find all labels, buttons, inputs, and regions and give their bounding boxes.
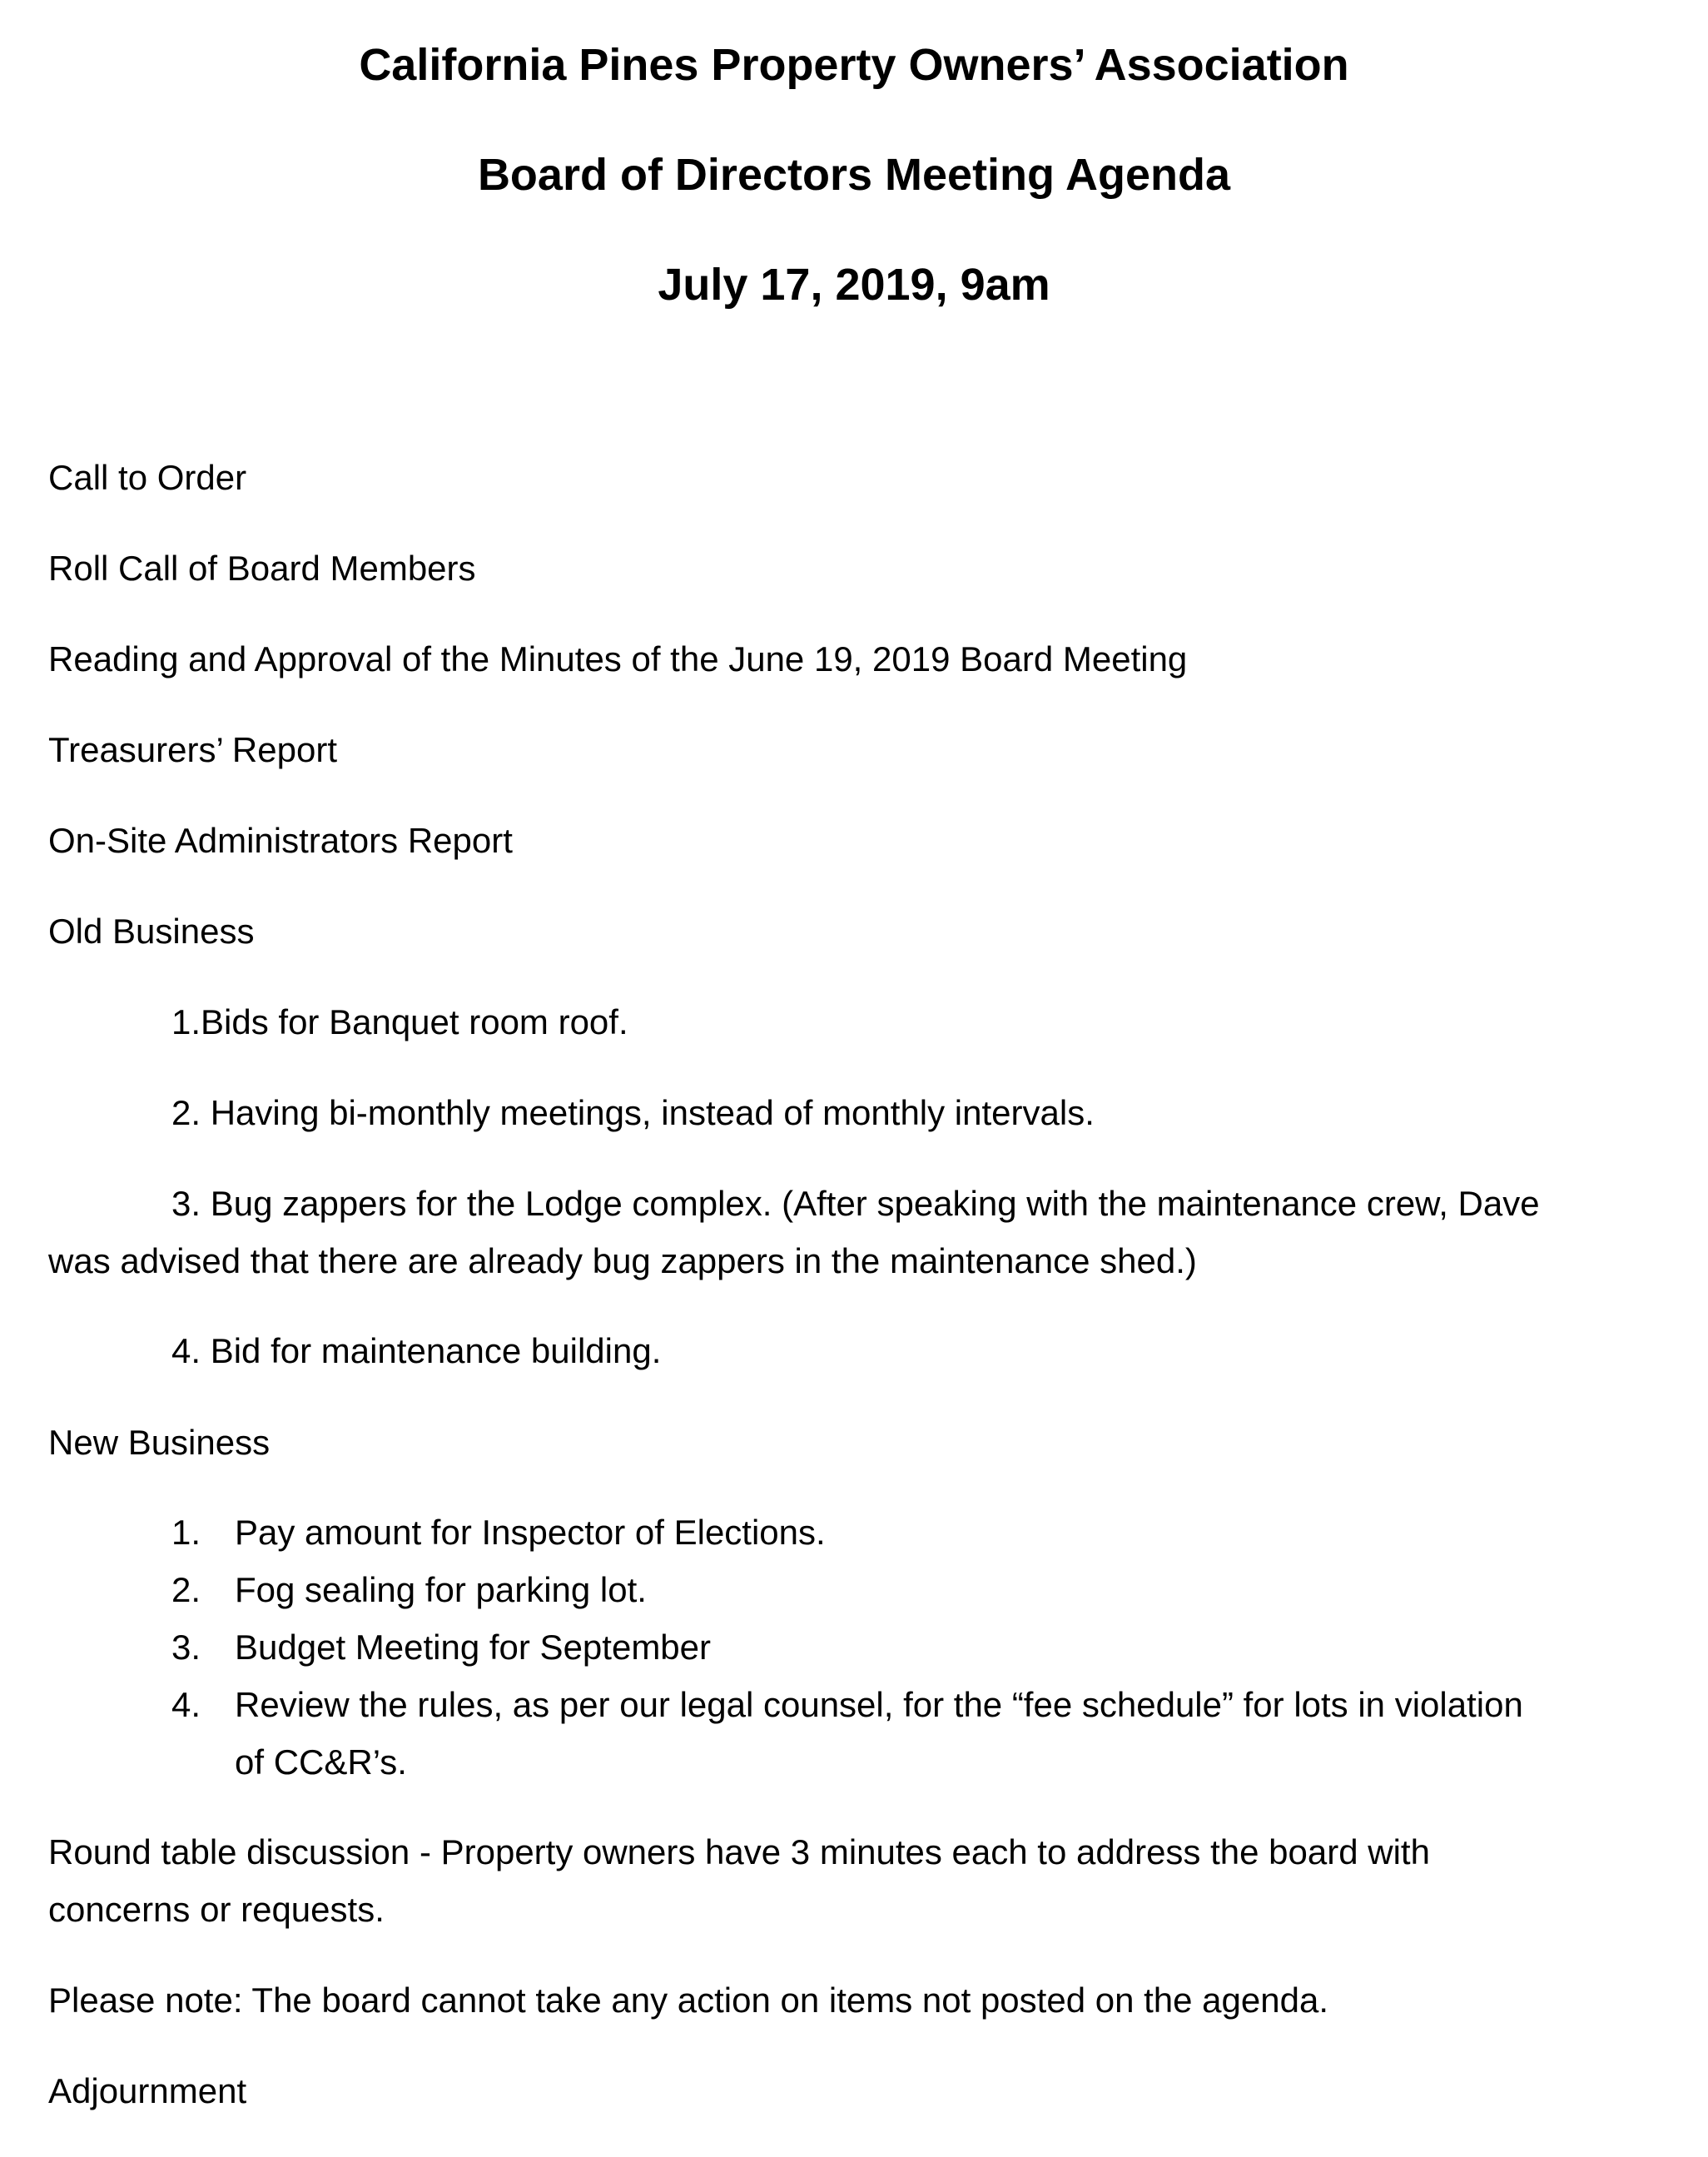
new-business-number-1: 1. <box>171 1513 201 1552</box>
old-business-item-4: 4. Bid for maintenance building. <box>171 1331 662 1370</box>
new-business-item-2: Fog sealing for parking lot. <box>235 1570 647 1609</box>
old-business-item-3: 3. Bug zappers for the Lodge complex. (After speaking with the maintenance crew, Dave <box>171 1184 1540 1223</box>
old-business-heading: Old Business <box>48 912 255 951</box>
new-business-item-3: Budget Meeting for September <box>235 1628 712 1667</box>
new-business-item-1: Pay amount for Inspector of Elections. <box>235 1513 826 1552</box>
agenda-item-call-to-order: Call to Order <box>48 458 247 497</box>
new-business-number-4: 4. <box>171 1685 201 1724</box>
agenda-item-onsite-report: On-Site Administrators Report <box>48 821 513 860</box>
agenda-item-adjournment: Adjournment <box>48 2071 247 2110</box>
old-business-item-1: 1.Bids for Banquet room roof. <box>171 1002 628 1041</box>
new-business-item-4: Review the rules, as per our legal counsel, for the “fee schedule” for lots in violation <box>235 1685 1523 1724</box>
agenda-note: Please note: The board cannot take any action on items not posted on the agenda. <box>48 1981 1328 2020</box>
old-business-item-3-continued: was advised that there are already bug zappers in the maintenance shed.) <box>48 1241 1197 1280</box>
new-business-item-4-continued: of CC&R’s. <box>235 1742 407 1782</box>
old-business-item-2: 2. Having bi-monthly meetings, instead of monthly intervals. <box>171 1093 1095 1132</box>
agenda-item-treasurers-report: Treasurers’ Report <box>48 730 337 769</box>
round-table-line-2: concerns or requests. <box>48 1890 385 1929</box>
agenda-item-minutes: Reading and Approval of the Minutes of the June 19, 2019 Board Meeting <box>48 639 1188 678</box>
new-business-number-3: 3. <box>171 1628 201 1667</box>
round-table-line-1: Round table discussion - Property owners have 3 minutes each to address the board with <box>48 1832 1430 1871</box>
new-business-number-2: 2. <box>171 1570 201 1609</box>
meeting-date: July 17, 2019, 9am <box>658 260 1050 310</box>
meeting-title: Board of Directors Meeting Agenda <box>477 150 1231 200</box>
new-business-heading: New Business <box>48 1423 271 1462</box>
agenda-item-roll-call: Roll Call of Board Members <box>48 549 476 588</box>
organization-title: California Pines Property Owners’ Association <box>359 40 1349 90</box>
